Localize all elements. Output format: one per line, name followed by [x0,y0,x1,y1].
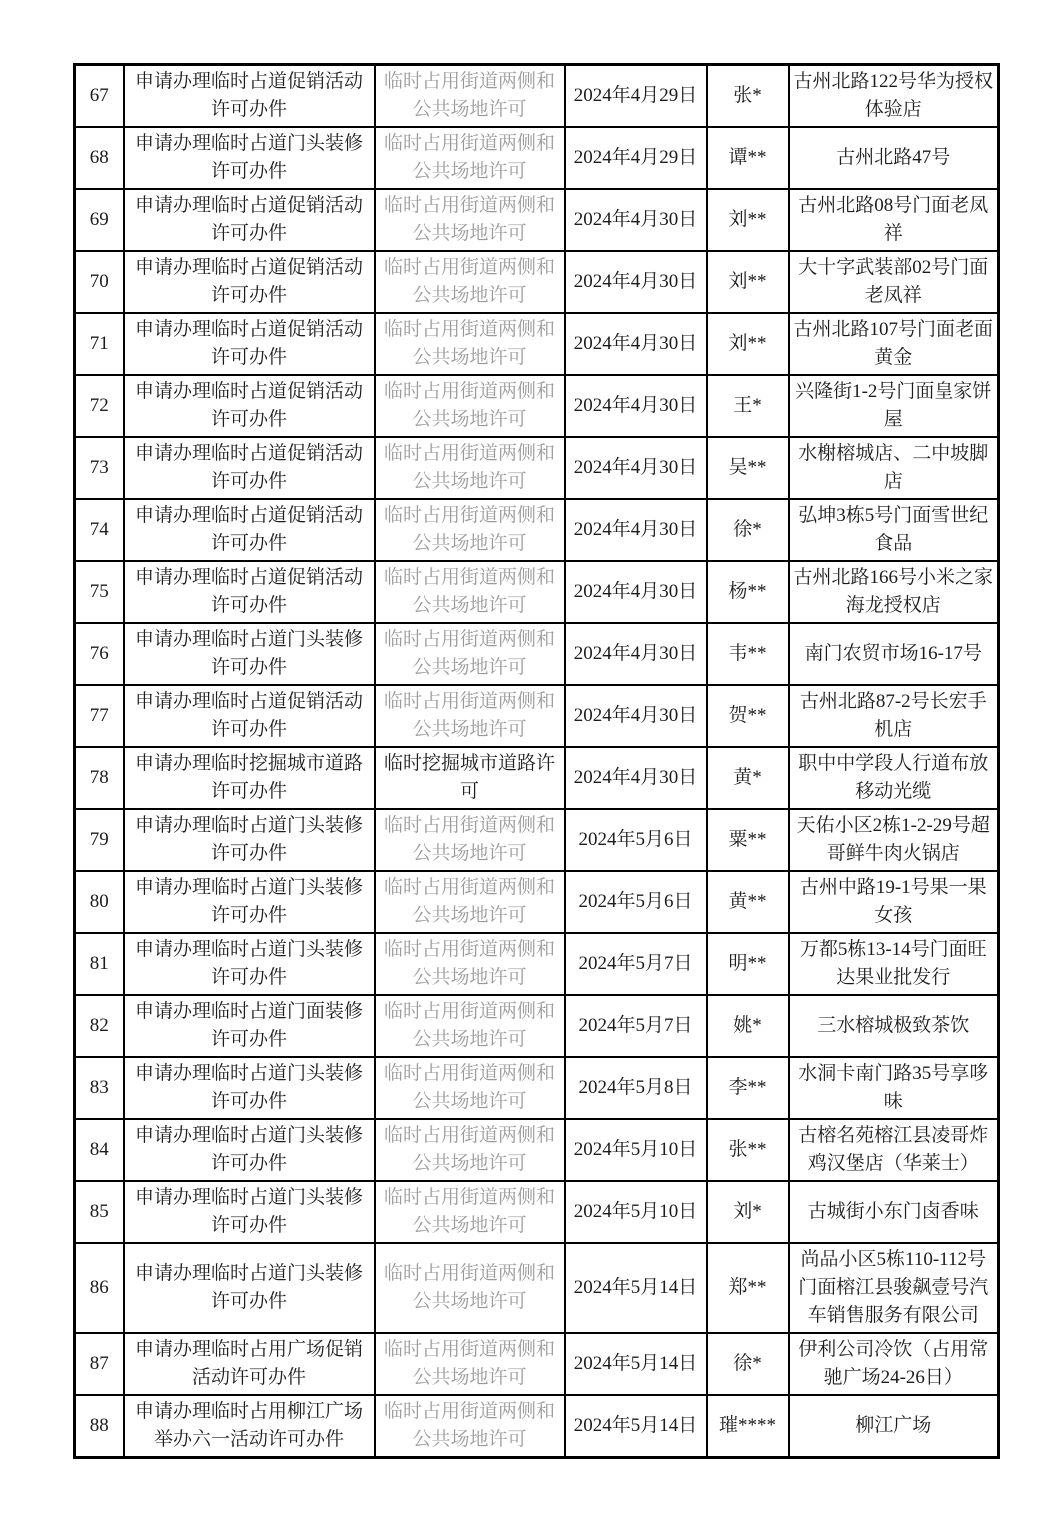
application-date: 2024年4月29日 [565,127,707,189]
application-address: 古州北路08号门面老凤祥 [789,189,999,251]
application-address: 万都5栋13-14号门面旺达果业批发行 [789,933,999,995]
application-address: 尚品小区5栋110-112号门面榕江县骏飙壹号汽车销售服务有限公司 [789,1243,999,1333]
row-number: 84 [75,1119,124,1181]
application-address: 弘坤3栋5号门面雪世纪食品 [789,499,999,561]
application-address: 古州北路87-2号长宏手机店 [789,685,999,747]
permit-type: 临时占用街道两侧和公共场地许可 [375,313,565,375]
permit-type: 临时占用街道两侧和公共场地许可 [375,437,565,499]
application-address: 古州北路166号小米之家海龙授权店 [789,561,999,623]
application-item: 申请办理临时占道促销活动许可办件 [124,251,375,313]
table-row [75,871,999,933]
application-date: 2024年5月14日 [565,1333,707,1395]
applicant-name: 璀**** [707,1395,789,1458]
application-address: 伊利公司冷饮（占用常驰广场24-26日） [789,1333,999,1395]
permit-type: 临时占用街道两侧和公共场地许可 [375,561,565,623]
application-address: 水洞卡南门路35号享哆味 [789,1057,999,1119]
application-date: 2024年4月30日 [565,685,707,747]
row-number: 83 [75,1057,124,1119]
row-number: 67 [75,65,124,128]
applicant-name: 粟** [707,809,789,871]
row-number: 78 [75,747,124,809]
permit-type: 临时占用街道两侧和公共场地许可 [375,1057,565,1119]
table-row [75,65,999,128]
application-address: 大十字武装部02号门面老凤祥 [789,251,999,313]
table-row [75,1181,999,1243]
permit-type: 临时占用街道两侧和公共场地许可 [375,809,565,871]
applicant-name: 张* [707,65,789,128]
application-item: 申请办理临时占道门头装修许可办件 [124,1181,375,1243]
application-item: 申请办理临时占道促销活动许可办件 [124,685,375,747]
applicant-name: 韦** [707,623,789,685]
table-row [75,1333,999,1395]
application-date: 2024年4月29日 [565,65,707,128]
application-item: 申请办理临时占道门头装修许可办件 [124,1119,375,1181]
table-row [75,375,999,437]
permit-type: 临时占用街道两侧和公共场地许可 [375,933,565,995]
table-row [75,1395,999,1458]
application-date: 2024年5月7日 [565,933,707,995]
application-item: 申请办理临时占道促销活动许可办件 [124,499,375,561]
permit-type: 临时占用街道两侧和公共场地许可 [375,189,565,251]
application-date: 2024年5月10日 [565,1119,707,1181]
applicant-name: 杨** [707,561,789,623]
permit-type: 临时占用街道两侧和公共场地许可 [375,251,565,313]
applicant-name: 刘** [707,251,789,313]
application-address: 南门农贸市场16-17号 [789,623,999,685]
table-row [75,127,999,189]
table-row [75,189,999,251]
row-number: 85 [75,1181,124,1243]
applicant-name: 明** [707,933,789,995]
permit-type: 临时占用街道两侧和公共场地许可 [375,871,565,933]
applicant-name: 郑** [707,1243,789,1333]
applicant-name: 张** [707,1119,789,1181]
application-date: 2024年5月6日 [565,809,707,871]
table-row [75,623,999,685]
permit-type: 临时占用街道两侧和公共场地许可 [375,1181,565,1243]
applicant-name: 刘* [707,1181,789,1243]
application-address: 水榭榕城店、二中坡脚店 [789,437,999,499]
application-date: 2024年4月30日 [565,375,707,437]
application-item: 申请办理临时占道门头装修许可办件 [124,1057,375,1119]
application-date: 2024年5月7日 [565,995,707,1057]
row-number: 81 [75,933,124,995]
permit-type: 临时占用街道两侧和公共场地许可 [375,1333,565,1395]
application-address: 古州北路107号门面老面黄金 [789,313,999,375]
application-address: 古州中路19-1号果一果女孩 [789,871,999,933]
application-item: 申请办理临时占道门面装修许可办件 [124,995,375,1057]
applicant-name: 谭** [707,127,789,189]
application-item: 申请办理临时占道促销活动许可办件 [124,561,375,623]
permit-type: 临时占用街道两侧和公共场地许可 [375,499,565,561]
application-date: 2024年4月30日 [565,623,707,685]
row-number: 72 [75,375,124,437]
application-address: 柳江广场 [789,1395,999,1458]
applicant-name: 刘** [707,313,789,375]
application-item: 申请办理临时占道促销活动许可办件 [124,375,375,437]
row-number: 79 [75,809,124,871]
permit-type: 临时挖掘城市道路许可 [375,747,565,809]
row-number: 73 [75,437,124,499]
permit-type: 临时占用街道两侧和公共场地许可 [375,1119,565,1181]
table-row [75,995,999,1057]
row-number: 86 [75,1243,124,1333]
permit-type: 临时占用街道两侧和公共场地许可 [375,375,565,437]
permit-type: 临时占用街道两侧和公共场地许可 [375,995,565,1057]
application-address: 古州北路47号 [789,127,999,189]
table-row [75,313,999,375]
row-number: 88 [75,1395,124,1458]
permit-type: 临时占用街道两侧和公共场地许可 [375,623,565,685]
application-address: 兴隆街1-2号门面皇家饼屋 [789,375,999,437]
permit-table-body [75,65,999,1458]
applicant-name: 贺** [707,685,789,747]
application-address: 职中中学段人行道布放移动光缆 [789,747,999,809]
application-address: 三水榕城极致茶饮 [789,995,999,1057]
application-date: 2024年5月14日 [565,1395,707,1458]
permit-table-container [73,63,997,1459]
table-row [75,437,999,499]
application-item: 申请办理临时占道门头装修许可办件 [124,933,375,995]
row-number: 75 [75,561,124,623]
table-row [75,933,999,995]
row-number: 82 [75,995,124,1057]
application-item: 申请办理临时占道门头装修许可办件 [124,1243,375,1333]
permit-type: 临时占用街道两侧和公共场地许可 [375,127,565,189]
applicant-name: 徐* [707,1333,789,1395]
application-address: 古榕名苑榕江县凌哥炸鸡汉堡店（华莱士） [789,1119,999,1181]
table-row [75,1119,999,1181]
table-row [75,747,999,809]
row-number: 87 [75,1333,124,1395]
application-address: 古城街小东门卤香味 [789,1181,999,1243]
row-number: 68 [75,127,124,189]
application-item: 申请办理临时挖掘城市道路许可办件 [124,747,375,809]
table-row [75,1057,999,1119]
application-item: 申请办理临时占道门头装修许可办件 [124,623,375,685]
application-address: 古州北路122号华为授权体验店 [789,65,999,128]
row-number: 69 [75,189,124,251]
row-number: 76 [75,623,124,685]
application-item: 申请办理临时占道门头装修许可办件 [124,809,375,871]
application-item: 申请办理临时占道门头装修许可办件 [124,871,375,933]
application-date: 2024年4月30日 [565,251,707,313]
application-item: 申请办理临时占道促销活动许可办件 [124,437,375,499]
application-item: 申请办理临时占道促销活动许可办件 [124,189,375,251]
table-row [75,561,999,623]
permit-table [73,63,1000,1459]
application-date: 2024年5月6日 [565,871,707,933]
applicant-name: 徐* [707,499,789,561]
applicant-name: 黄** [707,871,789,933]
applicant-name: 李** [707,1057,789,1119]
table-row [75,809,999,871]
application-date: 2024年4月30日 [565,747,707,809]
application-date: 2024年5月8日 [565,1057,707,1119]
permit-type: 临时占用街道两侧和公共场地许可 [375,1243,565,1333]
applicant-name: 王* [707,375,789,437]
applicant-name: 吴** [707,437,789,499]
applicant-name: 刘** [707,189,789,251]
permit-type: 临时占用街道两侧和公共场地许可 [375,1395,565,1458]
application-address: 天佑小区2栋1-2-29号超哥鲜牛肉火锅店 [789,809,999,871]
application-date: 2024年5月14日 [565,1243,707,1333]
application-date: 2024年4月30日 [565,313,707,375]
table-row [75,685,999,747]
row-number: 71 [75,313,124,375]
application-date: 2024年4月30日 [565,561,707,623]
table-row [75,251,999,313]
application-item: 申请办理临时占道门头装修许可办件 [124,127,375,189]
row-number: 74 [75,499,124,561]
application-item: 申请办理临时占用柳江广场举办六一活动许可办件 [124,1395,375,1458]
permit-type: 临时占用街道两侧和公共场地许可 [375,685,565,747]
application-date: 2024年4月30日 [565,499,707,561]
application-item: 申请办理临时占用广场促销活动许可办件 [124,1333,375,1395]
applicant-name: 黄* [707,747,789,809]
applicant-name: 姚* [707,995,789,1057]
application-item: 申请办理临时占道促销活动许可办件 [124,65,375,128]
row-number: 77 [75,685,124,747]
application-date: 2024年5月10日 [565,1181,707,1243]
application-item: 申请办理临时占道促销活动许可办件 [124,313,375,375]
table-row [75,499,999,561]
application-date: 2024年4月30日 [565,189,707,251]
row-number: 80 [75,871,124,933]
row-number: 70 [75,251,124,313]
table-row [75,1243,999,1333]
permit-type: 临时占用街道两侧和公共场地许可 [375,65,565,128]
application-date: 2024年4月30日 [565,437,707,499]
